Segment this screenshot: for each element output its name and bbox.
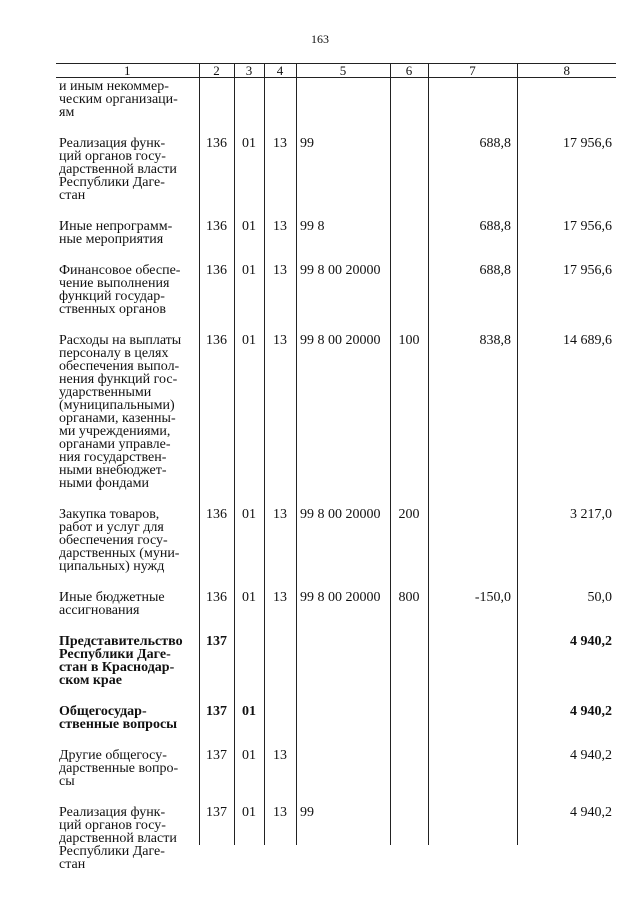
row-expense-type [390, 687, 428, 731]
row-total-amount: 14 689,6 [563, 333, 612, 348]
row-name: Закупка товаров, работ и услуг для обеспечения госу- дарственных (муни- ципальных) нужд [59, 507, 180, 574]
row-target-article: 99 8 [300, 219, 325, 234]
row-expense-type: 100 [398, 333, 420, 348]
row-change-amount [428, 731, 517, 788]
row-total-amount: 17 956,6 [563, 219, 612, 234]
row-target-article: 99 8 00 20000 [300, 263, 381, 278]
row-subsection-code: 13 [273, 136, 287, 151]
row-target-article [296, 731, 390, 788]
row-expense-type [390, 246, 428, 316]
row-expense-type [390, 731, 428, 788]
row-ministry-code [199, 78, 234, 120]
column-header: 2 [199, 64, 234, 78]
row-name: Реализация функ- ций органов госу- дарственной власти Республики Даге- стан [59, 136, 177, 203]
row-target-article [296, 617, 390, 687]
column-separator [428, 63, 429, 845]
row-section-code [234, 617, 264, 687]
row-total-amount: 50,0 [587, 590, 612, 605]
page-number: 163 [311, 32, 329, 46]
row-target-article [296, 687, 390, 731]
budget-table-wrapper [56, 63, 616, 872]
row-ministry-code: 137 [206, 805, 227, 820]
column-separator [296, 63, 297, 845]
table-row [56, 119, 616, 202]
row-name: Иные непрограмм- ные мероприятия [59, 219, 173, 247]
row-subsection-code: 13 [273, 507, 287, 522]
row-subsection-code [264, 78, 296, 120]
row-target-article: 99 8 00 20000 [300, 333, 381, 348]
row-section-code: 01 [242, 590, 256, 605]
row-change-amount: 688,8 [479, 219, 511, 234]
row-expense-type: 800 [398, 590, 420, 605]
table-row [56, 316, 616, 490]
table-header-row [56, 64, 616, 78]
row-name: Представительство Республики Даге- стан в Краснодар- ском крае [59, 634, 183, 688]
row-ministry-code: 136 [206, 136, 227, 151]
column-separator [199, 63, 200, 845]
row-subsection-code: 13 [273, 590, 287, 605]
row-expense-type [390, 202, 428, 246]
column-header: 7 [428, 64, 517, 78]
table-row [56, 490, 616, 573]
row-change-amount: 838,8 [479, 333, 511, 348]
row-section-code: 01 [242, 263, 256, 278]
column-separator [264, 63, 265, 845]
row-ministry-code: 137 [206, 748, 227, 763]
row-ministry-code: 137 [206, 634, 227, 649]
row-target-article: 99 8 00 20000 [300, 507, 381, 522]
budget-table [56, 63, 616, 871]
row-change-amount [428, 687, 517, 731]
row-expense-type: 200 [398, 507, 420, 522]
column-header: 1 [56, 64, 199, 78]
row-ministry-code: 136 [206, 507, 227, 522]
row-section-code [234, 78, 264, 120]
row-subsection-code: 13 [273, 263, 287, 278]
row-name: Реализация функ- ций органов госу- дарственной власти Республики Даге- стан [59, 805, 177, 872]
row-subsection-code: 13 [273, 333, 287, 348]
row-total-amount [517, 78, 616, 120]
row-change-amount [428, 78, 517, 120]
table-row [56, 573, 616, 617]
row-section-code: 01 [242, 219, 256, 234]
row-target-article [296, 78, 390, 120]
column-separator [234, 63, 235, 845]
table-row [56, 687, 616, 731]
table-row [56, 202, 616, 246]
column-header: 6 [390, 64, 428, 78]
row-ministry-code: 137 [206, 704, 227, 719]
table-row [56, 788, 616, 871]
row-change-amount: 688,8 [479, 263, 511, 278]
row-subsection-code [264, 617, 296, 687]
row-ministry-code: 136 [206, 263, 227, 278]
row-change-amount [428, 490, 517, 573]
row-name: Общегосудар- ственные вопросы [59, 704, 178, 732]
row-name: Иные бюджетные ассигнования [59, 590, 165, 618]
row-expense-type [390, 78, 428, 120]
row-expense-type [390, 617, 428, 687]
row-change-amount [428, 617, 517, 687]
row-target-article: 99 8 00 20000 [300, 590, 381, 605]
row-ministry-code: 136 [206, 590, 227, 605]
row-total-amount: 4 940,2 [570, 634, 612, 649]
row-total-amount: 17 956,6 [563, 136, 612, 151]
row-target-article: 99 [300, 136, 314, 151]
column-header: 4 [264, 64, 296, 78]
row-total-amount: 17 956,6 [563, 263, 612, 278]
row-target-article: 99 [300, 805, 314, 820]
table-row [56, 617, 616, 687]
row-total-amount: 4 940,2 [570, 704, 612, 719]
row-total-amount: 4 940,2 [570, 805, 612, 820]
row-section-code: 01 [242, 805, 256, 820]
row-ministry-code: 136 [206, 333, 227, 348]
column-header: 8 [517, 64, 616, 78]
row-section-code: 01 [242, 748, 256, 763]
row-total-amount: 3 217,0 [570, 507, 612, 522]
table-row [56, 78, 616, 120]
row-section-code: 01 [242, 136, 256, 151]
row-total-amount: 4 940,2 [570, 748, 612, 763]
column-separator [517, 63, 518, 845]
row-name: и иным некоммер- ческим организаци- ям [59, 79, 178, 120]
column-header: 5 [296, 64, 390, 78]
row-section-code: 01 [242, 704, 256, 719]
row-name: Другие общегосу- дарственные вопро- сы [59, 748, 179, 789]
row-name: Расходы на выплаты персоналу в целях обеспечения выпол- нения функций гос- ударственными (муниципальными) органами, казенны- ми учреждениями, органами управле- ния государствен- ными внебюджет- ными фондами [59, 333, 182, 491]
row-expense-type [390, 119, 428, 202]
table-row [56, 246, 616, 316]
row-name: Финансовое обеспе- чение выполнения функций государ- ственных органов [59, 263, 181, 317]
row-change-amount: 688,8 [479, 136, 511, 151]
row-section-code: 01 [242, 507, 256, 522]
table-row [56, 731, 616, 788]
row-change-amount: -150,0 [474, 590, 511, 605]
row-subsection-code: 13 [273, 748, 287, 763]
row-subsection-code: 13 [273, 219, 287, 234]
row-expense-type [390, 788, 428, 871]
row-section-code: 01 [242, 333, 256, 348]
column-header: 3 [234, 64, 264, 78]
row-subsection-code: 13 [273, 805, 287, 820]
column-separator [390, 63, 391, 845]
row-change-amount [428, 788, 517, 871]
row-subsection-code [264, 687, 296, 731]
row-ministry-code: 136 [206, 219, 227, 234]
